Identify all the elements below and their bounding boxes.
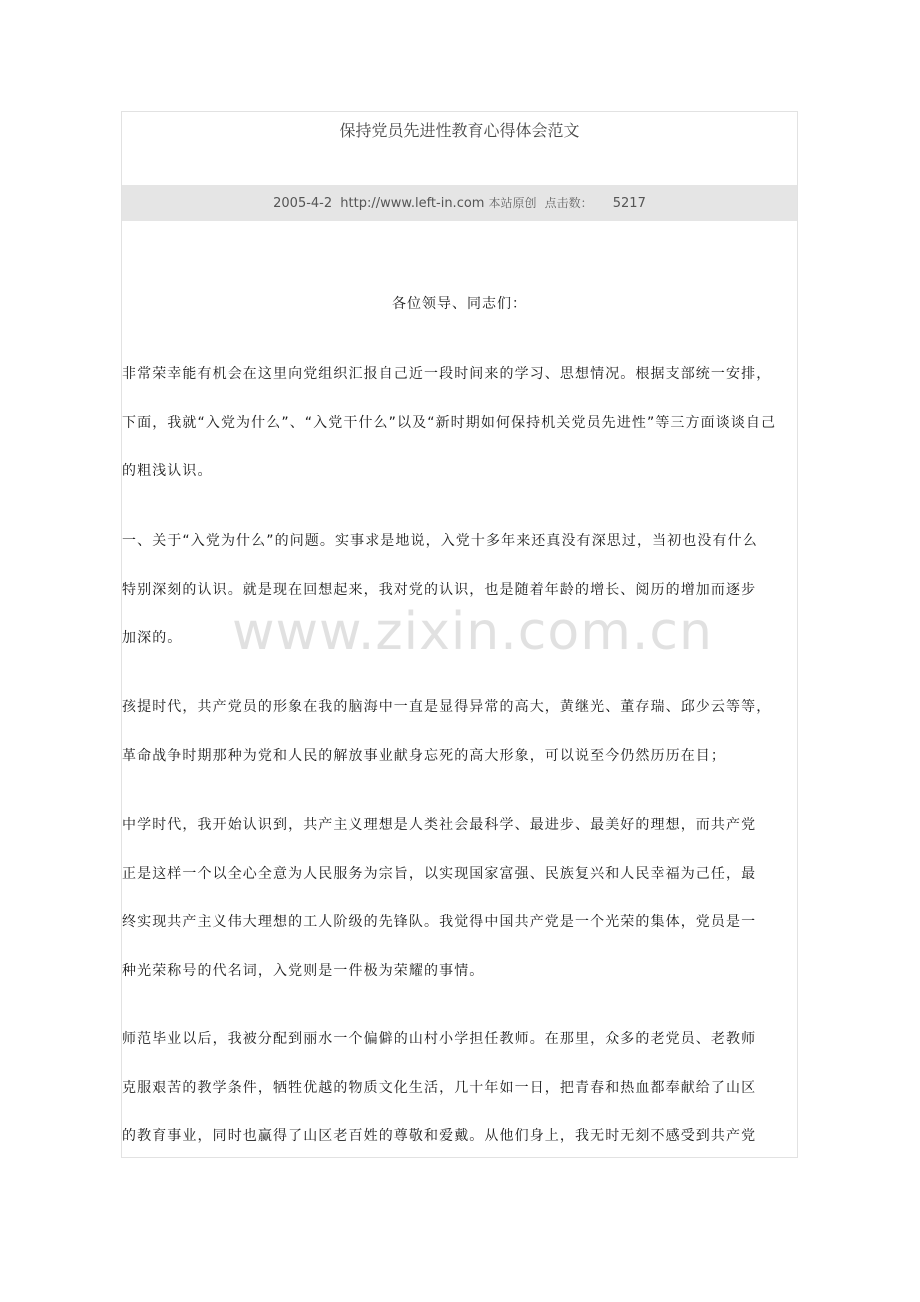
paragraph-line: 中学时代，我开始认识到，共产主义理想是人类社会最科学、最进步、最美好的理想，而共产党 <box>122 817 757 833</box>
paragraph-line: 孩提时代，共产党员的形象在我的脑海中一直是显得异常的高大，黄继光、董存瑞、邱少云等等， <box>122 699 772 715</box>
publish-date: 2005-4-2 <box>273 196 333 211</box>
paragraph-line: 正是这样一个以全心全意为人民服务为宗旨，以实现国家富强、民族复兴和人民幸福为己任，最 <box>122 865 757 882</box>
paragraph-4 <box>122 801 798 995</box>
hits-label: 点击数： <box>544 196 593 210</box>
paragraph-1 <box>122 350 798 496</box>
paragraph-5 <box>122 1015 798 1158</box>
article-title: 保持党员先进性教育心得体会范文 <box>339 121 580 140</box>
paragraph-line: 加深的。 <box>122 630 183 646</box>
paragraph-line: 师范毕业以后，我被分配到丽水一个偏僻的山村小学担任教师。在那里，众多的老党员、老教师 <box>122 1031 757 1047</box>
paragraph-line: 下面，我就“入党为什么”、“入党干什么”以及“新时期如何保持机关党员先进性”等三方面谈谈自己 <box>122 414 777 431</box>
greeting: 各位领导、同志们： <box>392 296 527 312</box>
paragraph-line: 终实现共产主义伟大理想的工人阶级的先锋队。我觉得中国共产党是一个光荣的集体，党员是一 <box>122 914 757 930</box>
paragraph-line: 的教育事业，同时也赢得了山区老百姓的尊敬和爱戴。从他们身上，我无时无刻不感受到共产党 <box>122 1128 757 1144</box>
paragraph-3 <box>122 683 798 780</box>
article-frame <box>121 111 798 1158</box>
paragraph-line: 特别深刻的认识。就是现在回想起来，我对党的认识，也是随着年龄的增长、阅历的增加而逐步 <box>122 581 757 598</box>
watermark: www.zixin.com.cn <box>232 602 713 662</box>
article-meta-bar <box>122 185 797 221</box>
source-url[interactable]: http://www.left-in.com <box>340 196 485 211</box>
source-label: 本站原创 <box>488 196 537 210</box>
paragraph-line: 非常荣幸能有机会在这里向党组织汇报自己近一段时间来的学习、思想情况。根据支部统一安排， <box>122 366 772 382</box>
paragraph-line: 克服艰苦的教学条件，牺牲优越的物质文化生活，几十年如一日，把青春和热血都奉献给了山区 <box>122 1079 757 1096</box>
paragraph-line: 种光荣称号的代名词，入党则是一件极为荣耀的事情。 <box>122 962 485 979</box>
hits-count: 5217 <box>612 196 646 211</box>
paragraph-2 <box>122 517 798 663</box>
paragraph-line: 一、关于“入党为什么”的问题。实事求是地说，入党十多年来还真没有深思过，当初也没有什么 <box>122 533 758 549</box>
paragraph-line: 革命战争时期那种为党和人民的解放事业献身忘死的高大形象，可以说至今仍然历历在目； <box>122 747 726 764</box>
paragraph-line: 的粗浅认识。 <box>122 463 213 479</box>
